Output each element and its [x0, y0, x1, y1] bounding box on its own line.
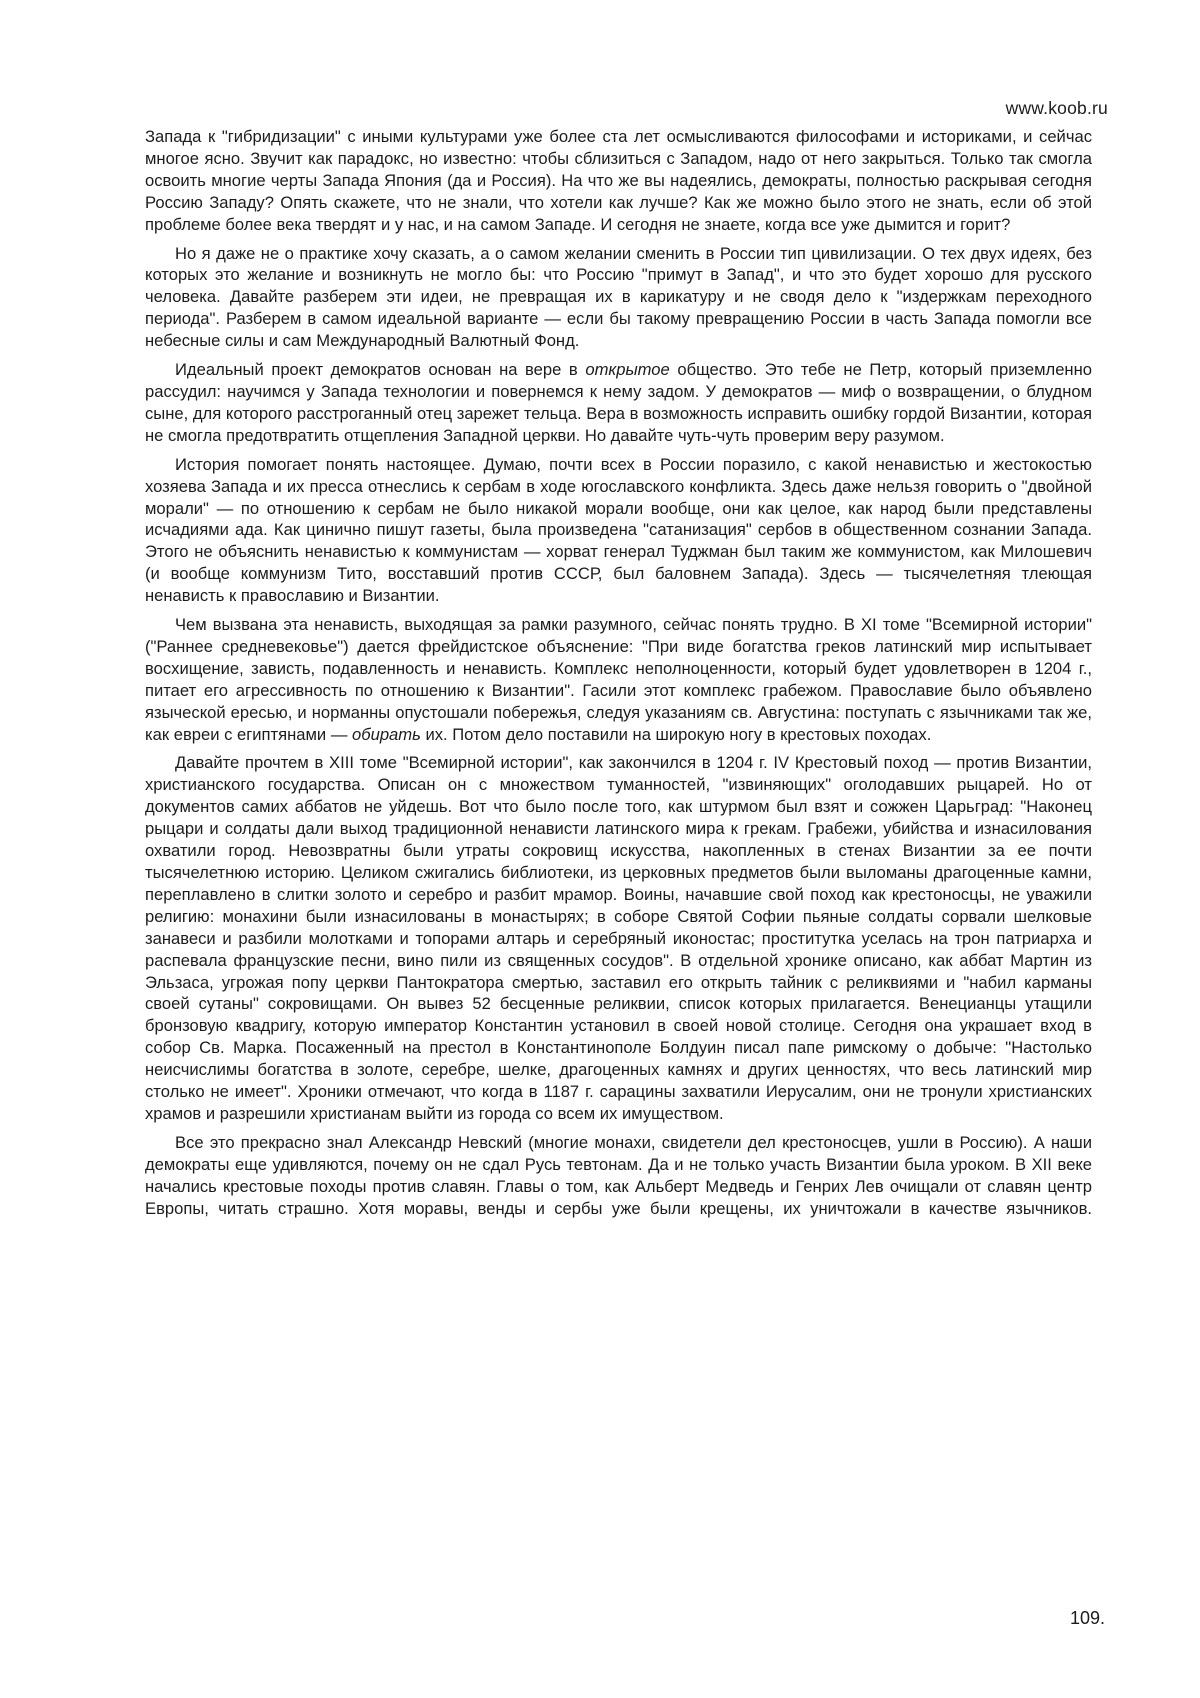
paragraph-2: Но я даже не о практике хочу сказать, а о самом желании сменить в России тип цивилизации. О тех двух идеях, без которых это желание и возникнуть не могло бы: что Россию "примут в Запад", и что это будет хорошо для русского человека. Давайте разберем эти идеи, не превращая их в карикатуру и не сводя дело к "издержкам переходного периода". Разберем в самом идеальной варианте — если бы такому превращению России в часть Запада помогли все небесные силы и сам Международный Валютный Фонд. — [145, 243, 1092, 351]
paragraph-7: Все это прекрасно знал Александр Невский (многие монахи, свидетели дел крестоносцев, ушли в Россию). А наши демократы еще удивляются, почему он не сдал Русь тевтонам. Да и не только участь Византии была уроком. В XII веке начались крестовые походы против славян. Главы о том, как Альберт Медведь и Генрих Лев очищали от славян центр Европы, читать страшно. Хотя моравы, венды и сербы уже были крещены, их уничтожали в качестве язычников. — [145, 1132, 1092, 1218]
paragraph-1: Запада к "гибридизации" с иными культурами уже более ста лет осмысливаются философами и историками, и сейчас многое ясно. Звучит как парадокс, но известно: чтобы сблизиться с Западом, надо от него закрыться. Только так смогла освоить многие черты Запада Япония (да и Россия). На что же вы надеялись, демократы, полностью раскрывая сегодня Россию Западу? Опять скажете, что не знали, что хотели как лучше? Как же можно было этого не знать, если об этой проблеме более века твердят и у нас, и на самом Западе. И сегодня не знаете, когда все уже дымится и горит? — [145, 127, 1092, 234]
paragraph-5-after: их. Потом дело поставили на широкую ногу в крестовых походах. — [420, 724, 932, 744]
paragraph-5-emphasis: обирать — [352, 724, 421, 744]
paragraph-5 — [145, 614, 1092, 745]
site-url[interactable]: www.koob.ru — [1005, 98, 1108, 118]
paragraph-5-before: Чем вызвана эта ненависть, выходящая за рамки разумного, сейчас понять трудно. В XI томе "Всемирной истории" ("Раннее средневековье") дается фрейдистское объяснение: "При виде богатства греков латинский мир испытывает восхищение, зависть, подавленность и ненависть. Комплекс неполноценности, который будет удовлетворен в 1204 г., питает его агрессивность по отношению к Византии". Гасили этот комплекс грабежом. Православие было объявлено языческой ересью, и норманны опустошали побережья, следуя указаниям св. Августина: поступать с язычниками так же, как евреи с египтянами — — [145, 615, 1092, 744]
paragraph-6: Давайте прочтем в XIII томе "Всемирной истории", как закончился в 1204 г. IV Крестовый поход — против Византии, христианского государства. Описан он с множеством туманностей, "извиняющих" оголодавших рыцарей. Но от документов самих аббатов не уйдешь. Вот что было после того, как штурмом был взят и сожжен Царьград: "Наконец рыцари и солдаты дали выход традиционной ненависти латинского мира к грекам. Грабежи, убийства и изнасилования охватили город. Невозвратны были утраты сокровищ искусства, накопленных в стенах Византии за ее почти тысячелетнюю историю. Целиком сжигались библиотеки, из церковных предметов были выломаны драгоценные камни, переплавлено в слитки золото и серебро и разбит мрамор. Воины, начавшие свой поход как крестоносцы, не уважили религию: монахини были изнасилованы в монастырях; в соборе Святой Софии пьяные солдаты сорвали шелковые занавеси и разбили молотками и топорами алтарь и серебряный иконостас; проститутка уселась на трон патриарха и распевала французские песни, вино пили из священных сосудов". В отдельной хронике описано, как аббат Мартин из Эльзаса, угрожая попу церкви Пантократора смертью, заставил его открыть тайник с реликвиями и "набил карманы своей сутаны" сокровищами. Он вывез 52 бесценные реликвии, список которых прилагается. Венецианцы утащили бронзовую квадригу, которую император Константин установил в своей новой столице. Сегодня она украшает вход в собор Св. Марка. Посаженный на престол в Константинополе Болдуин писал папе римскому о добыче: "Настолько неисчислимы богатства в золоте, серебре, шелке, драгоценных камнях и других ценностях, что весь латинский мир столько не имеет". Хроники отмечают, что когда в 1187 г. сарацины захватили Иерусалим, они не тронули христианских храмов и разрешили христианам выйти из города со всем их имуществом. — [145, 753, 1092, 1123]
paragraph-3 — [145, 359, 1092, 447]
paragraph-4: История помогает понять настоящее. Думаю, почти всех в России поразило, с какой ненавистью и жестокостью хозяева Запада и их пресса отнеслись к сербам в ходе югославского конфликта. Здесь даже нельзя говорить о "двойной морали" — по отношению к сербам не было никакой морали вообще, они как целое, как народ были представлены исчадиями ада. Как цинично пишут газеты, была произведена "сатанизация" сербов в общественном сознании Запада. Этого не объяснить ненавистью к коммунистам — хорват генерал Туджман был таким же коммунистом, как Милошевич (и вообще коммунизм Тито, восставший против СССР, был баловнем Запада). Здесь — тысячелетняя тлеющая ненависть к православию и Византии. — [145, 454, 1092, 606]
paragraph-3-after: общество. Это тебе не Петр, который приземленно рассудил: научимся у Запада технологии и повернемся к нему задом. У демократов — миф о возвращении, о блудном сыне, для которого расстроганный отец зарежет тельца. Вера в возможность исправить ошибку гордой Византии, которая не смогла предотвратить отщепления Западной церкви. Но давайте чуть-чуть проверим веру разумом. — [145, 360, 1092, 445]
paragraph-3-emphasis: открытое — [585, 360, 670, 380]
paragraph-3-before: Идеальный проект демократов основан на вере в — [175, 360, 586, 380]
page-number: 109. — [1069, 1608, 1105, 1628]
body-text — [145, 126, 1092, 1227]
